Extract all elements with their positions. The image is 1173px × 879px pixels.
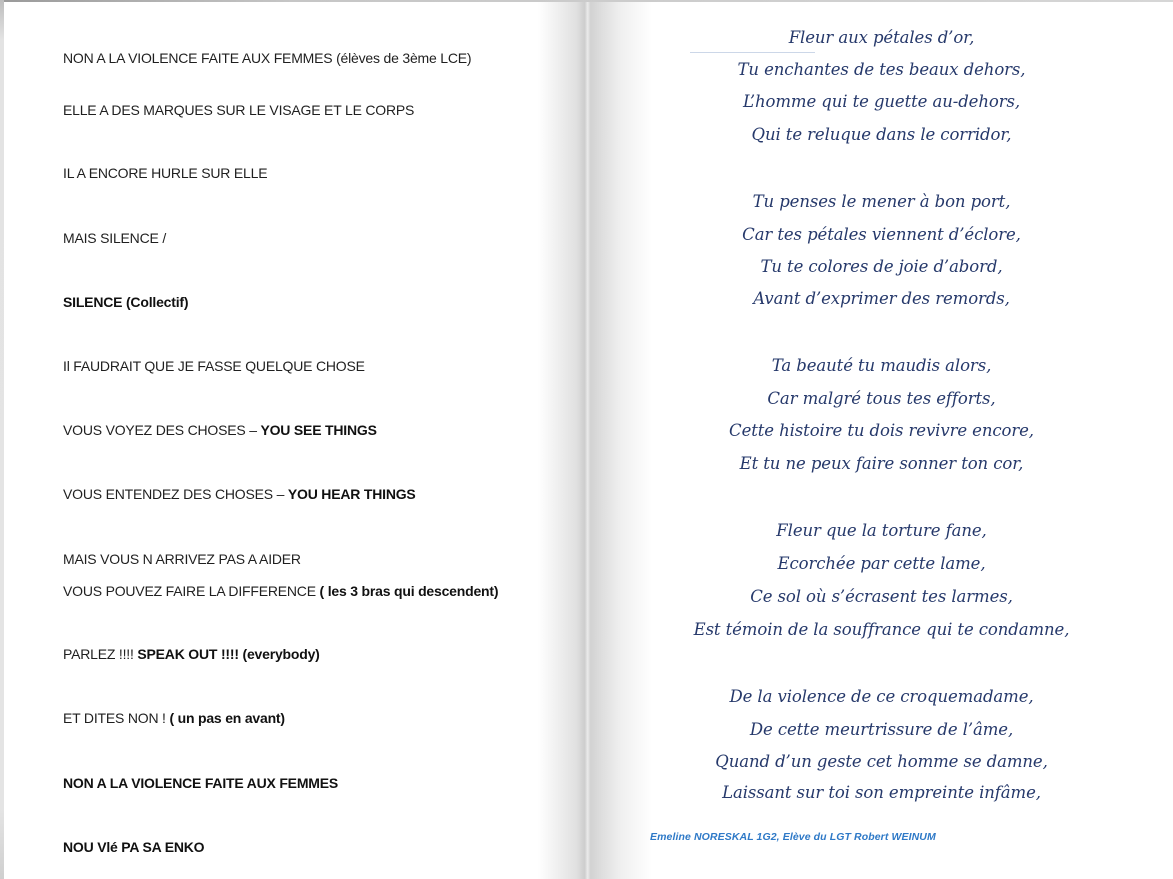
line-text: MAIS VOUS N ARRIVEZ PAS A AIDER (63, 551, 301, 567)
line-bold-text: SILENCE (Collectif) (63, 294, 189, 310)
poem-line: Ecorchée par cette lame, (777, 554, 986, 573)
poem-line: Ce sol où s’écrasent tes larmes, (750, 587, 1013, 606)
poem-line: Quand d’un geste cet homme se damne, (715, 752, 1048, 771)
line-bold-text: ( les 3 bras qui descendent) (319, 583, 499, 599)
text-line (63, 646, 320, 663)
poem-line: De la violence de ce croquemadame, (729, 687, 1034, 706)
poem-line: Cette histoire tu dois revivre encore, (729, 421, 1034, 440)
poem-line: Car malgré tous tes efforts, (767, 389, 996, 408)
text-line (63, 422, 377, 439)
line-text: MAIS SILENCE / (63, 230, 167, 246)
decorative-underline (690, 52, 815, 53)
line-bold-text: YOU HEAR THINGS (287, 486, 416, 502)
line-bold-text: ( un pas en avant) (169, 710, 285, 726)
text-line (63, 165, 267, 182)
line-text: VOUS POUVEZ FAIRE LA DIFFERENCE (63, 583, 320, 599)
poem-line: L’homme qui te guette au-dehors, (742, 92, 1020, 111)
line-bold-text: YOU SEE THINGS (260, 422, 377, 438)
left-page (0, 0, 586, 879)
line-text: PARLEZ !!!! (63, 646, 138, 662)
text-line (63, 102, 414, 119)
text-line (63, 583, 498, 600)
line-text: ELLE A DES MARQUES SUR LE VISAGE ET LE CORPS (63, 102, 415, 118)
poem-line: Tu enchantes de tes beaux dehors, (737, 60, 1026, 79)
line-text: VOUS ENTENDEZ DES CHOSES – (63, 486, 288, 502)
text-line (63, 50, 471, 67)
poem-line: Laissant sur toi son empreinte infâme, (722, 783, 1041, 802)
poem-line: Ta beauté tu maudis alors, (771, 356, 992, 375)
text-line (63, 294, 188, 311)
poem-line: Fleur aux pétales d’or, (788, 28, 975, 47)
text-line (63, 486, 416, 503)
text-line (63, 551, 301, 568)
poem-line: Et tu ne peux faire sonner ton cor, (739, 454, 1024, 473)
line-bold-text: SPEAK OUT !!!! (everybody) (137, 646, 320, 662)
poem-line: Tu penses le mener à bon port, (752, 192, 1011, 211)
poem-line: Avant d’exprimer des remords, (753, 289, 1010, 308)
poem-line: Fleur que la torture fane, (776, 521, 987, 540)
poem-line: Tu te colores de joie d’abord, (760, 257, 1003, 276)
line-text: VOUS VOYEZ DES CHOSES – (63, 422, 261, 438)
right-page (590, 0, 1173, 879)
line-bold-text: NOU Vlé PA SA ENKO (63, 839, 205, 855)
line-text: NON A LA VIOLENCE FAITE AUX FEMMES (élèves de 3ème LCE) (63, 50, 472, 66)
poem-line: Est témoin de la souffrance qui te condamne, (693, 620, 1070, 639)
poem-line: Qui te reluque dans le corridor, (751, 125, 1012, 144)
text-line (63, 839, 204, 856)
text-line (63, 230, 166, 247)
line-text: Il FAUDRAIT QUE JE FASSE QUELQUE CHOSE (63, 358, 365, 374)
line-text: IL A ENCORE HURLE SUR ELLE (63, 165, 268, 181)
text-line (63, 775, 338, 792)
text-line (63, 710, 285, 727)
line-bold-text: NON A LA VIOLENCE FAITE AUX FEMMES (63, 775, 339, 791)
text-line (63, 358, 365, 375)
poem-line: Car tes pétales viennent d’éclore, (742, 225, 1021, 244)
author-attribution: Emeline NORESKAL 1G2, Elève du LGT Robert WEINUM (650, 831, 936, 843)
poem-line: De cette meurtrissure de l’âme, (749, 720, 1014, 739)
line-text: ET DITES NON ! (63, 710, 170, 726)
